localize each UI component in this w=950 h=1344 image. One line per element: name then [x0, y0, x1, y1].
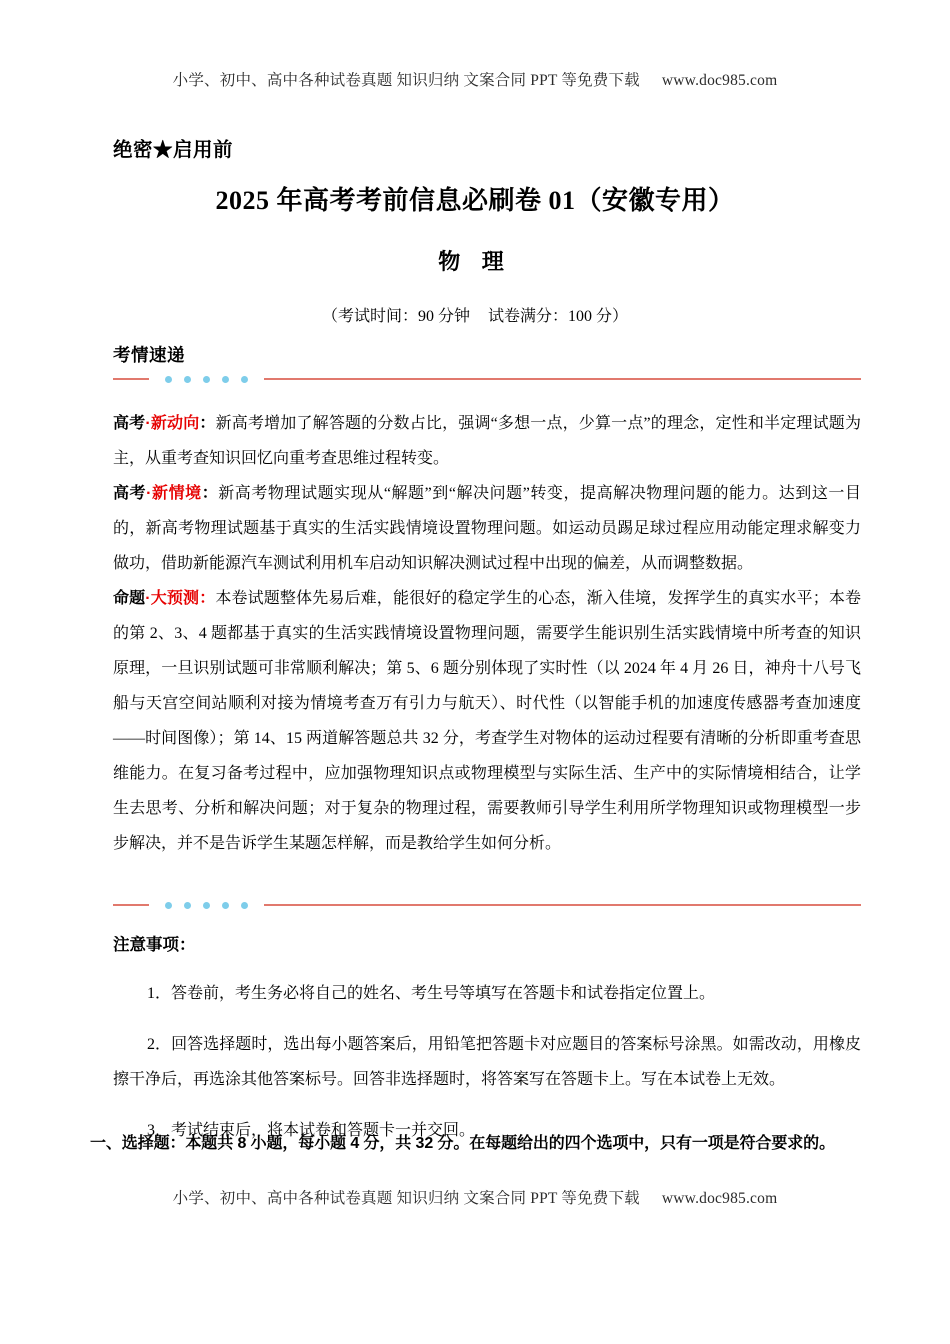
section-heading-notice: 注意事项： — [113, 936, 196, 954]
kaoqing-paragraph — [113, 581, 861, 861]
kaoqing-label-prefix: 高考 — [113, 485, 147, 502]
running-footer-text: 小学、初中、高中各种试卷真题 知识归纳 文案合同 PPT 等免费下载 — [172, 1190, 640, 1207]
notice-item: 3．考试结束后，将本试卷和答题卡一并交回。 — [147, 1122, 476, 1139]
kaoqing-label-colon: ： — [199, 415, 216, 432]
running-footer-url: www.doc985.com — [661, 1190, 778, 1207]
kaoqing-paragraph — [113, 476, 861, 581]
divider-dots — [159, 376, 254, 383]
exam-meta — [0, 303, 950, 326]
kaoqing-paragraph-text: 新高考增加了解答题的分数占比，强调“多想一点，少算一点”的理念，定性和半定理试题为主，从重考查知识回忆向重考查思维过程转变。 — [113, 415, 861, 467]
divider-short-segment — [113, 378, 149, 380]
kaoqing-paragraph — [113, 406, 861, 476]
notice-body — [113, 930, 861, 1164]
running-header-text: 小学、初中、高中各种试卷真题 知识归纳 文案合同 PPT 等免费下载 — [172, 72, 640, 89]
decorative-divider-bottom — [113, 898, 861, 912]
section-heading-kaoqing: 考情速递 — [113, 345, 185, 365]
exam-duration: （考试时间：90 分钟 — [321, 308, 470, 325]
exam-total-score: 试卷满分：100 分） — [488, 308, 629, 325]
running-footer — [0, 1186, 950, 1208]
kaoqing-label-prefix: 高考 — [113, 415, 146, 432]
divider-long-segment — [264, 904, 861, 906]
secret-notice: 绝密★启用前 — [113, 139, 234, 161]
divider-dot — [241, 376, 248, 383]
divider-dot — [165, 902, 172, 909]
kaoqing-label-accent: ·大预测： — [145, 590, 216, 607]
divider-dot — [203, 902, 210, 909]
subject-title: 物 理 — [438, 249, 512, 274]
kaoqing-label-accent: ·新情境 — [146, 485, 202, 502]
page-title: 2025 年高考考前信息必刷卷 01（安徽专用） — [215, 186, 735, 215]
divider-dots — [159, 902, 254, 909]
divider-short-segment — [113, 904, 149, 906]
divider-dot — [222, 376, 229, 383]
divider-dot — [184, 376, 191, 383]
divider-dot — [184, 902, 191, 909]
divider-dot — [241, 902, 248, 909]
kaoqing-body — [113, 406, 861, 861]
notice-item: 2．回答选择题时，选出每小题答案后，用铅笔把答题卡对应题目的答案标号涂黑。如需改动，用橡皮擦干净后，再选涂其他答案标号。回答非选择题时，将答案写在答题卡上。写在本试卷上无效。 — [113, 1036, 861, 1088]
kaoqing-label-colon: ： — [201, 485, 219, 502]
kaoqing-label-prefix: 命题 — [113, 590, 146, 607]
kaoqing-paragraph-text: 新高考物理试题实现从“解题”到“解决问题”转变，提高解决物理问题的能力。达到这一目的，新高考物理试题基于真实的生活实践情境设置物理问题。如运动员踢足球过程应用动能定理求解变力做功，借助新能源汽车测试利用机车启动知识解决测试过程中出现的偏差，从而调整数据。 — [113, 485, 861, 572]
kaoqing-paragraph-text: 本卷试题整体先易后难，能很好的稳定学生的心态，渐入佳境，发挥学生的真实水平；本卷的第 2、3、4 题都基于真实的生活实践情境设置物理问题，需要学生能识别生活实践情境中所考查的知识原理，一旦识别试题可非常顺利解决；第 5、6 题分别体现了实时性（以 2024 年 4 月 26 日，神舟十八号飞船与天宫空间站顺利对接为情境考查万有引力与航天）、时代性（以智能手机的加速度传感器考查加速度——时间图像）；第 14、15 两道解答题总共 32 分，考查学生对物体的运动过程要有清晰的分析即重考查思维能力。在复习备考过程中，应加强物理知识点或物理模型与实际生活、生产中的实际情境相结合，让学生去思考、分析和解决问题；对于复杂的物理过程，需要教师引导学生利用所学物理知识或物理模型一步步解决，并不是告诉学生某题怎样解，而是教给学生如何分析。 — [113, 590, 861, 852]
running-header — [0, 68, 950, 90]
running-header-url: www.doc985.com — [661, 72, 778, 89]
question-section-heading: 一、选择题：本题共 8 小题，每小题 4 分，共 32 分。在每题给出的四个选项中，只有一项是符合要求的。 — [90, 1135, 835, 1152]
divider-dot — [222, 902, 229, 909]
decorative-divider-top — [113, 372, 861, 386]
divider-long-segment — [264, 378, 861, 380]
divider-dot — [203, 376, 210, 383]
kaoqing-label-accent: ·新动向 — [145, 415, 200, 432]
divider-dot — [165, 376, 172, 383]
notice-item: 1．答卷前，考生务必将自己的姓名、考生号等填写在答题卡和试卷指定位置上。 — [147, 985, 716, 1002]
